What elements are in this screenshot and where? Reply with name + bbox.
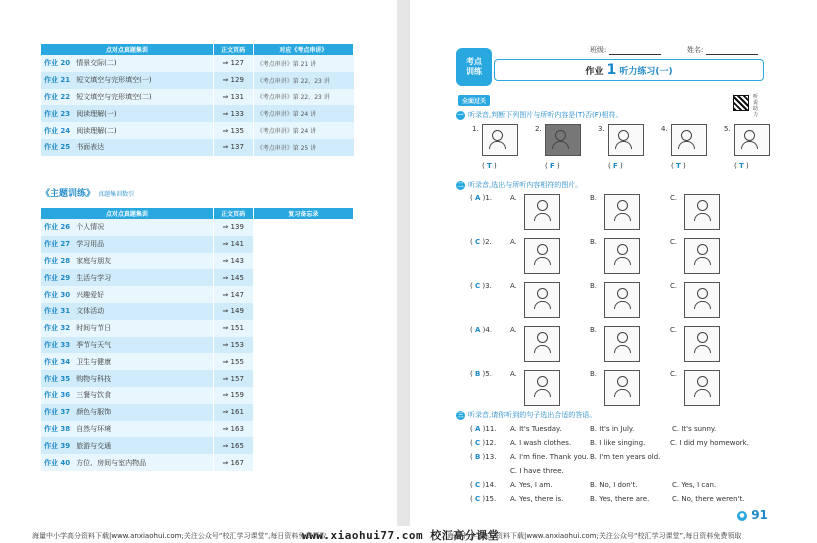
- homework-number: 作业 38: [41, 421, 73, 438]
- q3-option-a: A. I'm fine. Thank you.: [510, 453, 589, 461]
- question-1-instruction: 一 听录音,判断下列图片与所听内容是(T)否(F)相符。: [457, 111, 623, 119]
- q2-option-picture: [524, 194, 560, 230]
- homework-number: 作业 39: [41, 437, 73, 454]
- page-number-icon: ●: [737, 511, 747, 521]
- q2-answer: ( C )3.: [470, 282, 492, 290]
- table-row: [41, 353, 354, 370]
- table-row: [41, 122, 354, 139]
- q2-option-label: A.: [510, 238, 517, 246]
- q3-answer: ( C )14.: [470, 481, 497, 489]
- q2-option-label: A.: [510, 326, 517, 334]
- q3-option-a: A. Yes, I am.: [510, 481, 553, 489]
- homework-number: 作业 23: [41, 105, 73, 122]
- table-row: [41, 303, 354, 320]
- homework-number: 作业 32: [41, 320, 73, 337]
- page-number-cell: ⇒ 147: [213, 286, 253, 303]
- table-row: [41, 55, 354, 72]
- q3-option-a: A. Yes, there is.: [510, 495, 564, 503]
- homework-title: 卫生与健康: [73, 353, 213, 370]
- page-number-cell: ⇒ 139: [213, 219, 253, 236]
- homework-title: 阅读理解(一): [73, 105, 213, 122]
- q3-option-b: B. It's in July.: [590, 425, 635, 433]
- page-number-cell: ⇒ 149: [213, 303, 253, 320]
- table-row: [41, 387, 354, 404]
- page-number-cell: ⇒ 155: [213, 353, 253, 370]
- table-row: [41, 286, 354, 303]
- homework-number: 作业 22: [41, 89, 73, 106]
- q2-option-picture: [604, 238, 640, 274]
- col-header-page-2: 正文页码: [213, 208, 253, 219]
- q2-option-label: B.: [590, 370, 598, 378]
- q1-picture: [608, 124, 644, 156]
- q2-option-picture: [604, 194, 640, 230]
- q2-option-label: B.: [590, 194, 598, 202]
- q1-answer: ( F ): [545, 162, 560, 170]
- q2-option-picture: [604, 282, 640, 318]
- q1-picture: [734, 124, 770, 156]
- q3-option-c: C. No, there weren't.: [672, 495, 745, 503]
- homework-title: 旅游与交通: [73, 437, 213, 454]
- q3-option-c: C. I did my homework.: [670, 439, 749, 447]
- memo-cell[interactable]: [253, 437, 353, 454]
- q1-answer: ( T ): [734, 162, 749, 170]
- col-header-page: 正文页码: [213, 44, 253, 55]
- q3-option-b: B. No, I don't.: [590, 481, 638, 489]
- page-number-cell: ⇒ 151: [213, 320, 253, 337]
- q2-option-label: C.: [670, 370, 678, 378]
- footer-right-text: 海量中小学高分资料下载|www.anxiaohui.com;关注公众号“校汇学习课堂”,每日资料免费领取: [447, 532, 742, 540]
- q1-item-label: 3.: [598, 125, 605, 133]
- qr-label: 听说助力: [753, 94, 759, 118]
- q2-option-picture: [524, 238, 560, 274]
- page-number-cell: ⇒ 161: [213, 404, 253, 421]
- table-row: [41, 236, 354, 253]
- col-header-ref: 对应《考点串讲》: [253, 44, 353, 55]
- q3-answer: ( B )13.: [470, 453, 497, 461]
- page-number-cell: ⇒ 167: [213, 454, 253, 471]
- q2-option-label: B.: [590, 282, 598, 290]
- q2-option-picture: [524, 282, 560, 318]
- table-row: [41, 219, 354, 236]
- homework-number: 作业 37: [41, 404, 73, 421]
- reference-cell: 《考点串讲》第 22、23 讲: [253, 89, 353, 106]
- table-row: [41, 89, 354, 106]
- q1-item-label: 1.: [472, 125, 479, 133]
- table-row: [41, 105, 354, 122]
- homework-title: 个人情况: [73, 219, 213, 236]
- q2-option-picture: [684, 282, 720, 318]
- q2-option-label: A.: [510, 194, 517, 202]
- homework-title: 兴趣爱好: [73, 286, 213, 303]
- table-row: [41, 421, 354, 438]
- homework-number: 作业 36: [41, 387, 73, 404]
- memo-cell[interactable]: [253, 370, 353, 387]
- class-field: 班级:: [590, 45, 661, 55]
- q3-option-c: C. I have three.: [510, 467, 564, 475]
- homework-title: 文体活动: [73, 303, 213, 320]
- memo-cell[interactable]: [253, 303, 353, 320]
- homework-title: 颜色与服饰: [73, 404, 213, 421]
- homework-title: 季节与天气: [73, 337, 213, 354]
- q2-option-picture: [604, 370, 640, 406]
- q2-option-label: C.: [670, 326, 678, 334]
- homework-number: 作业 21: [41, 72, 73, 89]
- watermark: www.xiaohui77.com 校汇高分课堂: [302, 529, 500, 542]
- table-row: [41, 370, 354, 387]
- q2-option-label: C.: [670, 282, 678, 290]
- homework-title: 家庭与朋友: [73, 253, 213, 270]
- q2-option-label: A.: [510, 370, 517, 378]
- section-tag: 全面过关: [458, 95, 490, 106]
- homework-number: 作业 27: [41, 236, 73, 253]
- memo-cell[interactable]: [253, 454, 353, 471]
- q2-option-picture: [684, 238, 720, 274]
- page-number-cell: ⇒ 133: [213, 105, 253, 122]
- homework-number: 作业 34: [41, 353, 73, 370]
- q3-answer: ( A )11.: [470, 425, 497, 433]
- toc-table-1: [41, 44, 354, 156]
- reference-cell: 《考点串讲》第 25 讲: [253, 139, 353, 156]
- homework-number: 作业 26: [41, 219, 73, 236]
- memo-cell[interactable]: [253, 236, 353, 253]
- table-row: [41, 437, 354, 454]
- page-number: ● 91: [737, 508, 768, 522]
- exercise-badge: 考点 训练: [456, 48, 492, 86]
- q2-option-label: B.: [590, 326, 598, 334]
- page-number-cell: ⇒ 153: [213, 337, 253, 354]
- homework-number: 作业 31: [41, 303, 73, 320]
- homework-number: 作业 35: [41, 370, 73, 387]
- q2-option-label: B.: [590, 238, 598, 246]
- q2-option-label: A.: [510, 282, 517, 290]
- table-row: [41, 269, 354, 286]
- homework-title: 时间与节日: [73, 320, 213, 337]
- question-3-instruction: 三 听录音,请你听到的句子选出合适的答语。: [457, 411, 597, 419]
- q2-option-picture: [604, 326, 640, 362]
- q1-picture: [482, 124, 518, 156]
- q2-option-picture: [684, 194, 720, 230]
- page-number-cell: ⇒ 159: [213, 387, 253, 404]
- table-row: [41, 253, 354, 270]
- memo-cell[interactable]: [253, 269, 353, 286]
- q2-option-picture: [684, 370, 720, 406]
- toc-table-2: [41, 208, 354, 471]
- q1-item-label: 2.: [535, 125, 542, 133]
- q3-option-a: A. It's Tuesday.: [510, 425, 562, 433]
- memo-cell[interactable]: [253, 219, 353, 236]
- page-number-cell: ⇒ 163: [213, 421, 253, 438]
- memo-cell[interactable]: [253, 286, 353, 303]
- homework-number: 作业 33: [41, 337, 73, 354]
- section-title: 《主题训练》 真题集训数引: [41, 189, 135, 199]
- q2-option-label: C.: [670, 238, 678, 246]
- q1-answer: ( T ): [482, 162, 497, 170]
- homework-number: 作业 25: [41, 139, 73, 156]
- table-row: [41, 404, 354, 421]
- q3-option-b: B. Yes, there are.: [590, 495, 650, 503]
- homework-title: 短文填空与完形填空(二): [73, 89, 213, 106]
- col-header-memo: 复习备忘录: [253, 208, 353, 219]
- q1-answer: ( T ): [671, 162, 686, 170]
- q1-item-label: 5.: [724, 125, 731, 133]
- page-number-cell: ⇒ 157: [213, 370, 253, 387]
- reference-cell: 《考点串讲》第 24 讲: [253, 105, 353, 122]
- homework-title: 三餐与饮食: [73, 387, 213, 404]
- left-page: [0, 0, 397, 528]
- homework-title: 学习用品: [73, 236, 213, 253]
- homework-number: 作业 40: [41, 454, 73, 471]
- q2-option-label: C.: [670, 194, 678, 202]
- col-header-topic-2: 点对点真题集训: [41, 208, 213, 219]
- table-row: [41, 337, 354, 354]
- page-number-cell: ⇒ 135: [213, 122, 253, 139]
- page-number-cell: ⇒ 131: [213, 89, 253, 106]
- memo-cell[interactable]: [253, 353, 353, 370]
- page-number-cell: ⇒ 127: [213, 55, 253, 72]
- question-2-instruction: 二 听录音,选出与所听内容相符的图片。: [457, 181, 583, 189]
- footer: [0, 526, 817, 543]
- table-row: [41, 454, 354, 471]
- homework-number: 作业 29: [41, 269, 73, 286]
- footer-left-text: 海量中小学高分资料下载|www.anxiaohui.com;关注公众号“校汇学习课堂”,每日资料免费领取: [32, 532, 327, 540]
- q1-answer: ( F ): [608, 162, 623, 170]
- page-number-cell: ⇒ 129: [213, 72, 253, 89]
- homework-title: 购物与科技: [73, 370, 213, 387]
- memo-cell[interactable]: [253, 421, 353, 438]
- q2-answer: ( C )2.: [470, 238, 492, 246]
- reference-cell: 《考点串讲》第 22、23 讲: [253, 72, 353, 89]
- col-header-topic: 点对点真题集训: [41, 44, 213, 55]
- q3-answer: ( C )12.: [470, 439, 497, 447]
- q3-answer: ( C )15.: [470, 495, 497, 503]
- reference-cell: 《考点串讲》第 21 讲: [253, 55, 353, 72]
- homework-title: 生活与学习: [73, 269, 213, 286]
- memo-cell[interactable]: [253, 253, 353, 270]
- q2-option-picture: [684, 326, 720, 362]
- homework-title: 方位、房间与室内物品: [73, 454, 213, 471]
- q2-option-picture: [524, 326, 560, 362]
- q1-item-label: 4.: [661, 125, 668, 133]
- table-row: [41, 139, 354, 156]
- q1-picture: [671, 124, 707, 156]
- page-number-cell: ⇒ 137: [213, 139, 253, 156]
- homework-title: 阅读理解(二): [73, 122, 213, 139]
- table-row: [41, 72, 354, 89]
- homework-title: 情景交际(二): [73, 55, 213, 72]
- memo-cell[interactable]: [253, 320, 353, 337]
- q2-answer: ( A )4.: [470, 326, 493, 334]
- page-number-cell: ⇒ 141: [213, 236, 253, 253]
- q3-option-b: B. I'm ten years old.: [590, 453, 661, 461]
- memo-cell[interactable]: [253, 404, 353, 421]
- homework-number: 作业 20: [41, 55, 73, 72]
- page-number-cell: ⇒ 165: [213, 437, 253, 454]
- homework-title: 自然与环境: [73, 421, 213, 438]
- homework-title: 作业 1 听力练习(一): [494, 59, 764, 81]
- memo-cell[interactable]: [253, 337, 353, 354]
- homework-title: 书面表达: [73, 139, 213, 156]
- q2-option-picture: [524, 370, 560, 406]
- page-gutter: [397, 0, 410, 528]
- q3-option-a: A. I wash clothes.: [510, 439, 572, 447]
- reference-cell: 《考点串讲》第 24 讲: [253, 122, 353, 139]
- q2-answer: ( B )5.: [470, 370, 492, 378]
- q1-picture: [545, 124, 581, 156]
- q3-option-c: C. Yes, I can.: [672, 481, 717, 489]
- homework-number: 作业 24: [41, 122, 73, 139]
- q3-option-c: C. It's sunny.: [672, 425, 717, 433]
- homework-number: 作业 28: [41, 253, 73, 270]
- right-page: [410, 0, 817, 528]
- q2-answer: ( A )1.: [470, 194, 493, 202]
- qr-code-icon: [733, 95, 749, 111]
- page-number-cell: ⇒ 143: [213, 253, 253, 270]
- homework-number: 作业 30: [41, 286, 73, 303]
- memo-cell[interactable]: [253, 387, 353, 404]
- page-number-cell: ⇒ 145: [213, 269, 253, 286]
- homework-title: 短文填空与完形填空(一): [73, 72, 213, 89]
- q3-option-b: B. I like singing.: [590, 439, 646, 447]
- table-row: [41, 320, 354, 337]
- name-field: 姓名:: [687, 45, 758, 55]
